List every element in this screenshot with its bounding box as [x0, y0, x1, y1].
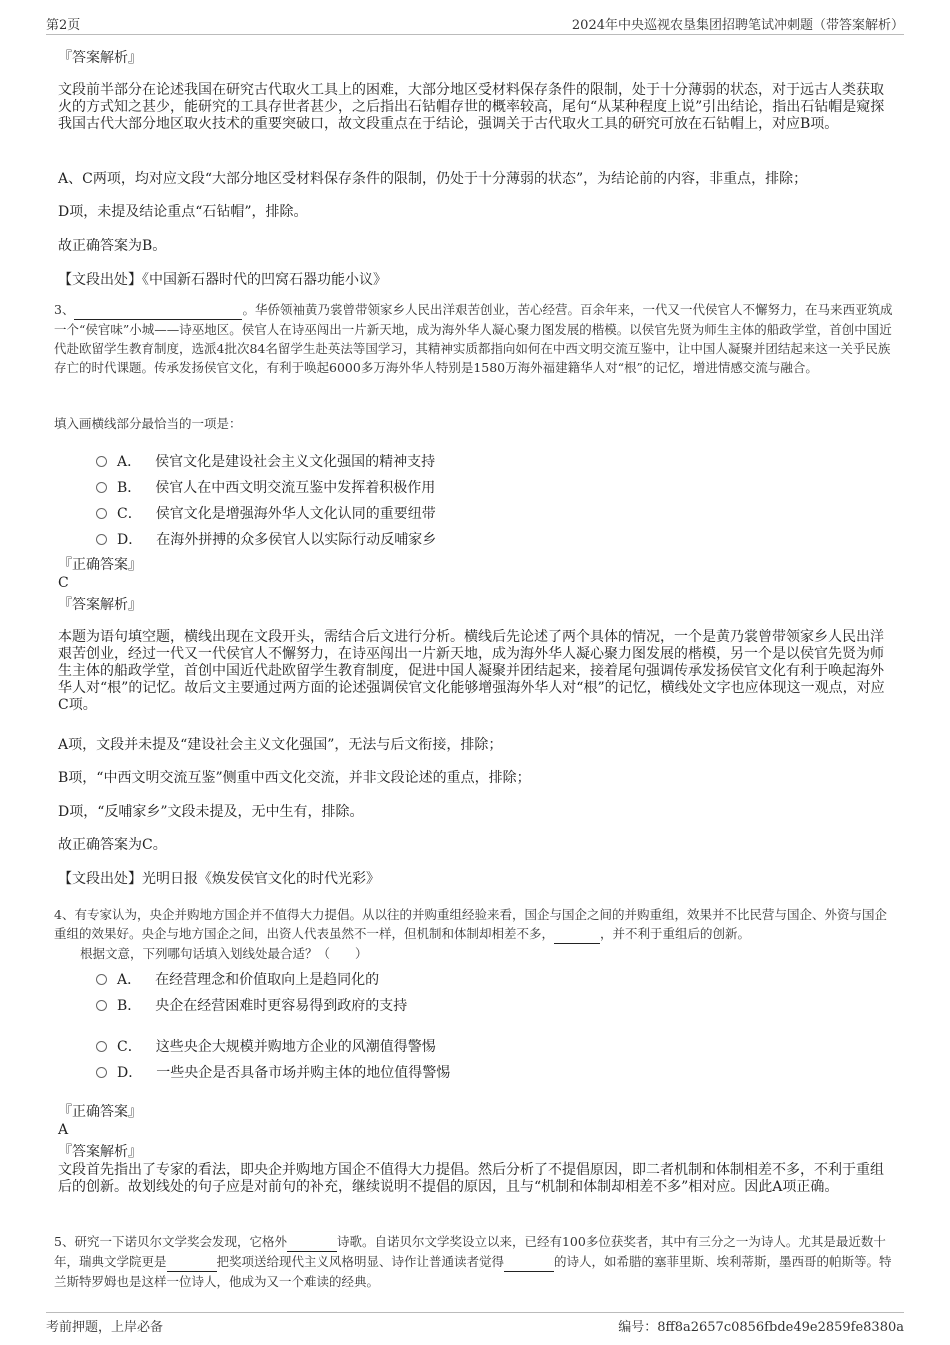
q4-answer: A — [58, 1122, 69, 1138]
q3-fill-blank — [74, 300, 242, 320]
q4-fill-blank — [554, 924, 600, 944]
q3-analysis-paragraph-4: D项，“反哺家乡”文段未提及，无中生有，排除。 — [58, 804, 364, 820]
q3-answer-title: 『正确答案』 — [58, 557, 142, 573]
radio-icon[interactable] — [96, 1000, 107, 1011]
q4-option-d[interactable]: D． 一些央企是否具备市场并购主体的地位值得警惕 — [96, 1062, 450, 1082]
q3-option-a[interactable]: A． 侯官文化是建设社会主义文化强国的精神支持 — [96, 451, 435, 471]
radio-icon[interactable] — [96, 456, 107, 467]
q4-answer-title: 『正确答案』 — [58, 1104, 142, 1120]
q3-analysis-title: 『答案解析』 — [58, 597, 142, 613]
q4-stem-text-2: ，并不利于重组后的创新。 — [600, 926, 751, 941]
q3-stem — [54, 300, 896, 377]
radio-icon[interactable] — [96, 1041, 107, 1052]
q2-analysis-paragraph-4: 故正确答案为B。 — [58, 238, 167, 254]
q3-answer: C — [58, 575, 69, 591]
q2-analysis-title: 『答案解析』 — [58, 50, 142, 66]
q3-analysis-paragraph-1: 本题为语句填空题，横线出现在文段开头，需结合后文进行分析。横线后先论述了两个具体的情况，一个是黄乃裳曾带领家乡人民出洋艰苦创业，经过一代又一代侯官人不懈努力，在诗巫闯出一片新天地，成为海外华人凝心聚力图发展的楷模，另一个是以侯官先贤为师生主体的船政学堂，首创中国近代赴欧留学生教育制度，促进中国人凝聚并团结起来，接着尾句强调传承发扬侯官文化有利于唤起海外华人对“根”的记忆。故后文主要通过两方面的论述强调侯官文化能够增强海外华人对“根”的记忆，横线处文字也应体现这一观点，对应C项。 — [58, 629, 885, 713]
q5-stem-text-3: 把奖项送给现代主义风格明显、诗作让普通读者觉得 — [216, 1254, 505, 1269]
page-footer — [46, 1312, 904, 1336]
q4-option-b[interactable]: B． 央企在经营困难时更容易得到政府的支持 — [96, 995, 407, 1015]
q2-analysis-paragraph-1: 文段前半部分在论述我国在研究古代取火工具上的困难，大部分地区受材料保存条件的限制，处于十分薄弱的状态，对于远古人类获取火的方式知之甚少，能研究的工具存世者甚少，之后指出石钻帽存世的概率较高，尾句“从某种程度上说”引出结论，指出石钻帽是窥探我国古代大部分地区取火技术的重要突破口，故文段重点在于结论，强调关于古代取火工具的研究可放在石钻帽上，对应B项。 — [58, 82, 885, 132]
q3-option-b[interactable]: B． 侯官人在中西文明交流互鉴中发挥着积极作用 — [96, 477, 435, 497]
q3-analysis-paragraph-3: B项，“中西文明交流互鉴”侧重中西文化交流，并非文段论述的重点，排除； — [58, 770, 531, 786]
q5-stem-text-4: 的诗人，如希腊的塞菲里斯、埃利蒂斯，墨西哥的帕斯等。特兰斯特罗姆也是这样一位诗人，他成为又一个难读的经典。 — [54, 1254, 892, 1289]
radio-icon[interactable] — [96, 534, 107, 545]
q4-stem-text-1: 4、有专家认为，央企并购地方国企并不值得大力提倡。从以往的并购重组经验来看，国企与国企之间的并购重组，效果并不比民营与国企、外资与国企重组的效果好。央企与地方国企之间，出资人代表虽然不一样，但机制和体制却相差不多， — [54, 907, 887, 941]
q4-instruction: 根据文意，下列哪句话填入划线处最合适？（ ） — [80, 946, 368, 961]
page-header — [46, 14, 904, 35]
q3-analysis-paragraph-2: A项，文段并未提及“建设社会主义文化强国”，无法与后文衔接，排除； — [58, 737, 503, 753]
q3-stem-text: 。华侨领袖黄乃裳曾带领家乡人民出洋艰苦创业，苦心经营。百余年来，一代又一代侯官人不懈努力，在马来西亚筑成一个“侯官味”小城——诗巫地区。侯官人在诗巫闯出一片新天地，成为海外华人凝心聚力图发展的楷模。以侯官先贤为师生主体的船政学堂，首创中国近代赴欧留学生教育制度，选派4批次84名留学生赴英法等国学习，其精神实质都指向如何在中西文明交流互鉴中，让中国人凝聚并团结起来这一关乎民族存亡的时代课题。传承发扬侯官文化，有利于唤起6000多万海外华人特别是1580万海外福建籍华人对“根”的记忆，增进情感交流与融合。 — [54, 302, 893, 375]
q2-analysis-paragraph-2: A、C两项，均对应文段“大部分地区受材料保存条件的限制，仍处于十分薄弱的状态”，为结论前的内容，非重点，排除； — [58, 171, 808, 187]
footer-serial: 编号：8ff8a2657c0856fbde49e2859fe8380a — [618, 1320, 904, 1335]
q5-stem-text-1: 5、研究一下诺贝尔文学奖会发现，它格外 — [54, 1234, 287, 1249]
q4-analysis-paragraph-1: 文段首先指出了专家的看法，即央企并购地方国企不值得大力提倡。然后分析了不提倡原因，即二者机制和体制相差不多，不利于重组后的创新。故划线处的句子应是对前句的补充，继续说明不提倡的原因，且与“机制和体制却相差不多”相对应。因此A项正确。 — [58, 1162, 884, 1195]
q3-instruction: 填入画横线部分最恰当的一项是： — [54, 416, 242, 431]
q3-analysis-paragraph-5: 故正确答案为C。 — [58, 837, 167, 853]
q4-stem — [54, 905, 896, 944]
q2-analysis-paragraph-3: D项，未提及结论重点“石钻帽”，排除。 — [58, 204, 308, 220]
q5-fill-blank-1 — [287, 1232, 337, 1252]
q5-fill-blank-2 — [167, 1252, 217, 1272]
q2-source: 【文段出处】《中国新石器时代的凹窝石器功能小议》 — [58, 272, 387, 288]
q3-source: 【文段出处】光明日报《焕发侯官文化的时代光彩》 — [58, 871, 380, 887]
radio-icon[interactable] — [96, 482, 107, 493]
q4-option-c[interactable]: C． 这些央企大规模并购地方企业的风潮值得警惕 — [96, 1036, 436, 1056]
q5-stem — [54, 1232, 896, 1291]
q3-option-d[interactable]: D． 在海外拼搏的众多侯官人以实际行动反哺家乡 — [96, 529, 436, 549]
radio-icon[interactable] — [96, 974, 107, 985]
q4-analysis-title: 『答案解析』 — [58, 1144, 142, 1160]
footer-slogan: 考前押题，上岸必备 — [46, 1320, 164, 1335]
q3-option-c[interactable]: C． 侯官文化是增强海外华人文化认同的重要纽带 — [96, 503, 436, 523]
q4-option-a[interactable]: A． 在经营理念和价值取向上是趋同化的 — [96, 969, 379, 989]
page-number: 第2页 — [46, 18, 81, 33]
document-title: 2024年中央巡视农垦集团招聘笔试冲刺题（带答案解析） — [571, 18, 904, 33]
q5-stem-text-2: 诗歌。自诺贝尔文学奖设立以来，已经有100多位获奖者，其中有三分之一为诗人。尤其是最近数十年，瑞典文学院更是 — [54, 1234, 886, 1269]
radio-icon[interactable] — [96, 1067, 107, 1078]
radio-icon[interactable] — [96, 508, 107, 519]
q3-number: 3、 — [54, 302, 75, 317]
q5-fill-blank-3 — [504, 1252, 554, 1272]
